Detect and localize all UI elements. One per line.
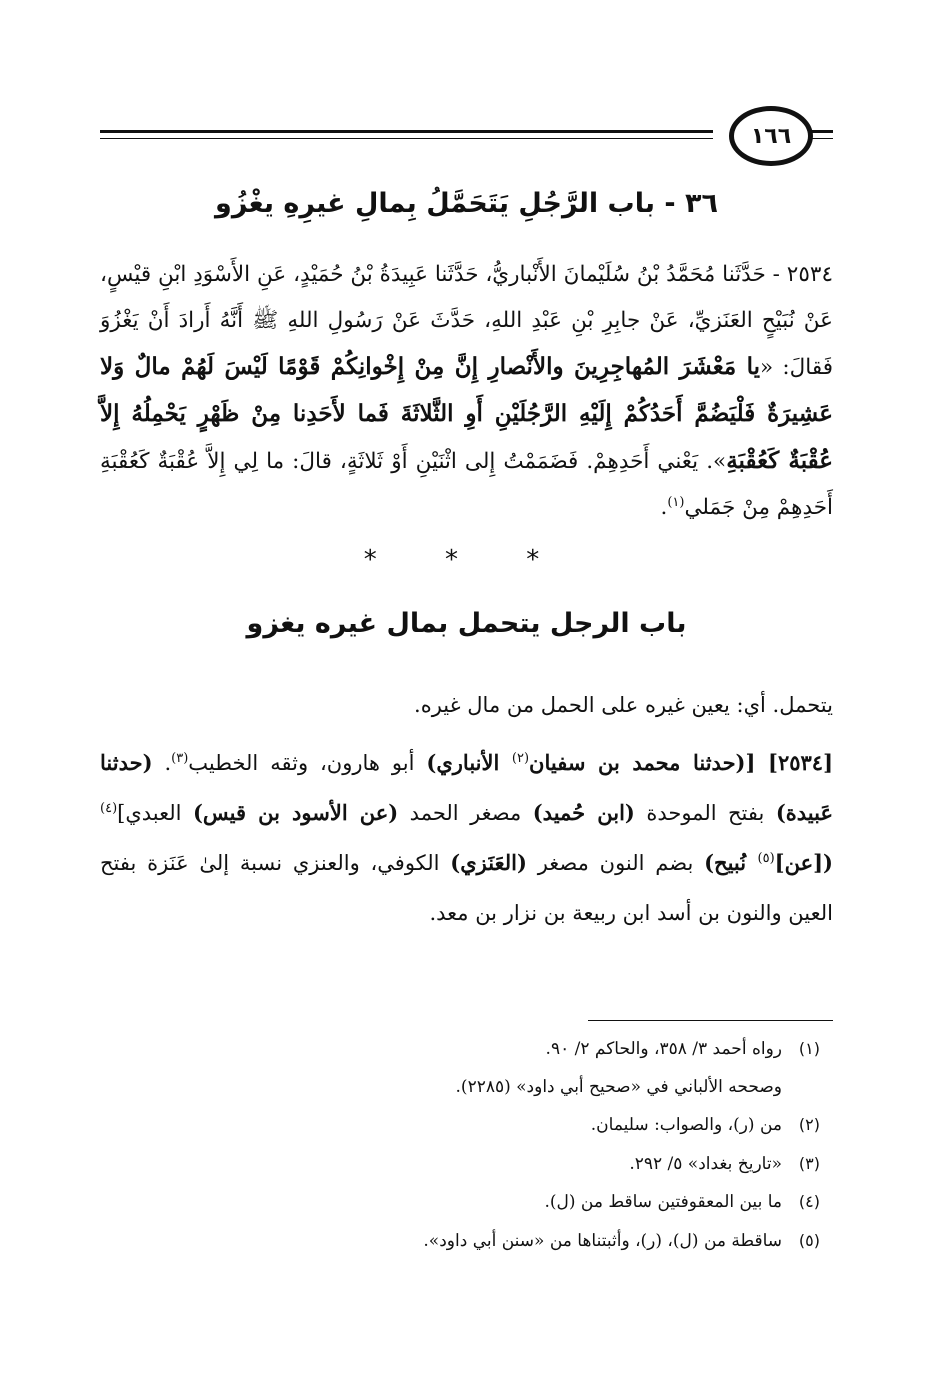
commentary-narrator: نُبيح) [704, 850, 758, 875]
footnote-number: (٤) [798, 1192, 820, 1211]
footnote-ref-5: (٥) [757, 851, 775, 866]
page-header [100, 108, 833, 178]
footnotes [100, 1030, 820, 1260]
commentary-narrator: (حدثنا عَبيدة) [100, 750, 833, 825]
hadith-isnad: ٢٥٣٤ - حَدَّثَنا مُحَمَّدُ بْنُ سُلَيْمانَ الأَنْباريُّ، حَدَّثَنا عَبِيدَةُ بْنُ حُمَيْدٍ، عَنِ الأَسْوَدِ ابْنِ قيْسٍ، عَنْ نُبَيْحٍ العَنَزيِّ، عَنْ جابِرِ بْنِ عَبْدِ اللهِ، حَدَّثَ عَنْ رَسُولِ اللهِ ﷺ أَنَّهُ أَرادَ أَنْ يَغْزُوَ فَقالَ: « [100, 262, 833, 380]
footnote-text: ما بين المعقوفتين ساقط من (ل). [544, 1192, 782, 1212]
footnote-divider [588, 1020, 833, 1021]
commentary-hadith-number: [٢٥٣٤] [(حدثنا محمد بن سفيان [529, 750, 834, 775]
commentary-text: بفتح الموحدة [634, 801, 776, 825]
footnote-text: ساقطة من (ل)، (ر)، وأثبتناها من «سنن أبي داود». [423, 1230, 782, 1251]
footnote-text: من (ر)، والصواب: سليمان. [590, 1115, 782, 1135]
commentary-body [100, 680, 833, 938]
hadith-continuation: ». يَعْني أَحَدِهِمْ. فَضَمَمْتُ إِلى اثْنَيْنِ أَوْ ثَلاثَةٍ، قالَ: ما لِي إِلاَّ عُقْبَةٌ كَعُقْبَةِ أَحَدِهِمْ مِنْ جَمَلي [100, 449, 833, 520]
commentary-paragraph [100, 738, 833, 938]
hadith-matn: يا مَعْشَرَ المُهاجِرِينَ والأَنْصارِ إِنَّ مِنْ إِخْوانِكُمْ قَوْمًا لَيْسَ لَهُمْ مالٌ وَلا عَشِيرَةٌ فَلْيَضُمَّ أَحَدُكُمْ إِلَيْهِ الرَّجُلَيْنِ أَوِ الثَّلاثَةَ فَما لأَحَدِنا مِنْ ظَهْرٍ يَحْمِلُهُ إِلاَّ عُقْبَةٌ كَعُقْبَةِ [100, 353, 833, 474]
commentary-nisba: (العَنَزي) [450, 850, 527, 875]
commentary-title: باب الرجل يتحمل بمال غيره يغزو [246, 608, 687, 639]
footnote-item [100, 1030, 820, 1069]
commentary-nisba: الأنباري) [426, 750, 512, 775]
section-separator: * * * [363, 545, 570, 575]
footnote-item [100, 1145, 820, 1184]
hadith-closing: . [660, 495, 668, 520]
footnote-text: وصححه الألباني في «صحيح أبي داود» (٢٢٨٥). [455, 1076, 782, 1097]
footnote-text: «تاريخ بغداد» ٥/ ٢٩٢. [629, 1153, 782, 1174]
footnote-item [100, 1222, 820, 1261]
commentary-text: العبدي] [117, 801, 193, 825]
header-rule-thick [100, 130, 713, 133]
footnote-number: (٥) [798, 1230, 820, 1250]
header-rule-thin [100, 138, 713, 139]
commentary-narrator: ([عن] [774, 850, 833, 875]
footnote-number: (٢) [798, 1115, 820, 1134]
header-rule-tail-thin [811, 138, 833, 139]
header-rule-tail-thick [811, 130, 833, 133]
commentary-text: الكوفي، والعنزي نسبة إلىٰ عَنَزة بفتح العين والنون بن أسد ابن ربيعة بن نزار بن معد. [100, 851, 833, 925]
footnote-item [100, 1069, 820, 1107]
commentary-text: . [152, 751, 172, 775]
chapter-title: ٣٦ - باب الرَّجُلِ يَتَحَمَّلُ بِمالِ غيرِهِ يغْزُو [215, 188, 718, 219]
footnote-ref-3: (٣) [171, 751, 189, 766]
commentary-narrator: (ابن حُميد) [532, 800, 635, 825]
commentary-narrator: (عن الأسود بن قيس) [192, 800, 399, 825]
footnote-item [100, 1106, 820, 1145]
footnote-item [100, 1183, 820, 1222]
footnote-ref-4: (٤) [100, 801, 118, 816]
footnote-ref-1: (١) [667, 494, 685, 510]
commentary-text: بضم النون مصغر [526, 851, 705, 875]
footnote-number: (١) [798, 1039, 820, 1058]
commentary-gloss: يتحمل. أي: يعين غيره على الحمل من مال غيره. [414, 693, 833, 717]
footnote-text: رواه أحمد ٣/ ٣٥٨، والحاكم ٢/ ٩٠. [545, 1039, 782, 1059]
commentary-text: مصغر الحمد [398, 801, 533, 825]
footnote-ref-2: (٢) [511, 751, 530, 766]
page-number: ١٦٦ [729, 106, 813, 166]
hadith-text [100, 252, 833, 531]
footnote-number: (٣) [798, 1153, 820, 1173]
commentary-text: أبو هارون، وثقه الخطيب [188, 751, 427, 775]
